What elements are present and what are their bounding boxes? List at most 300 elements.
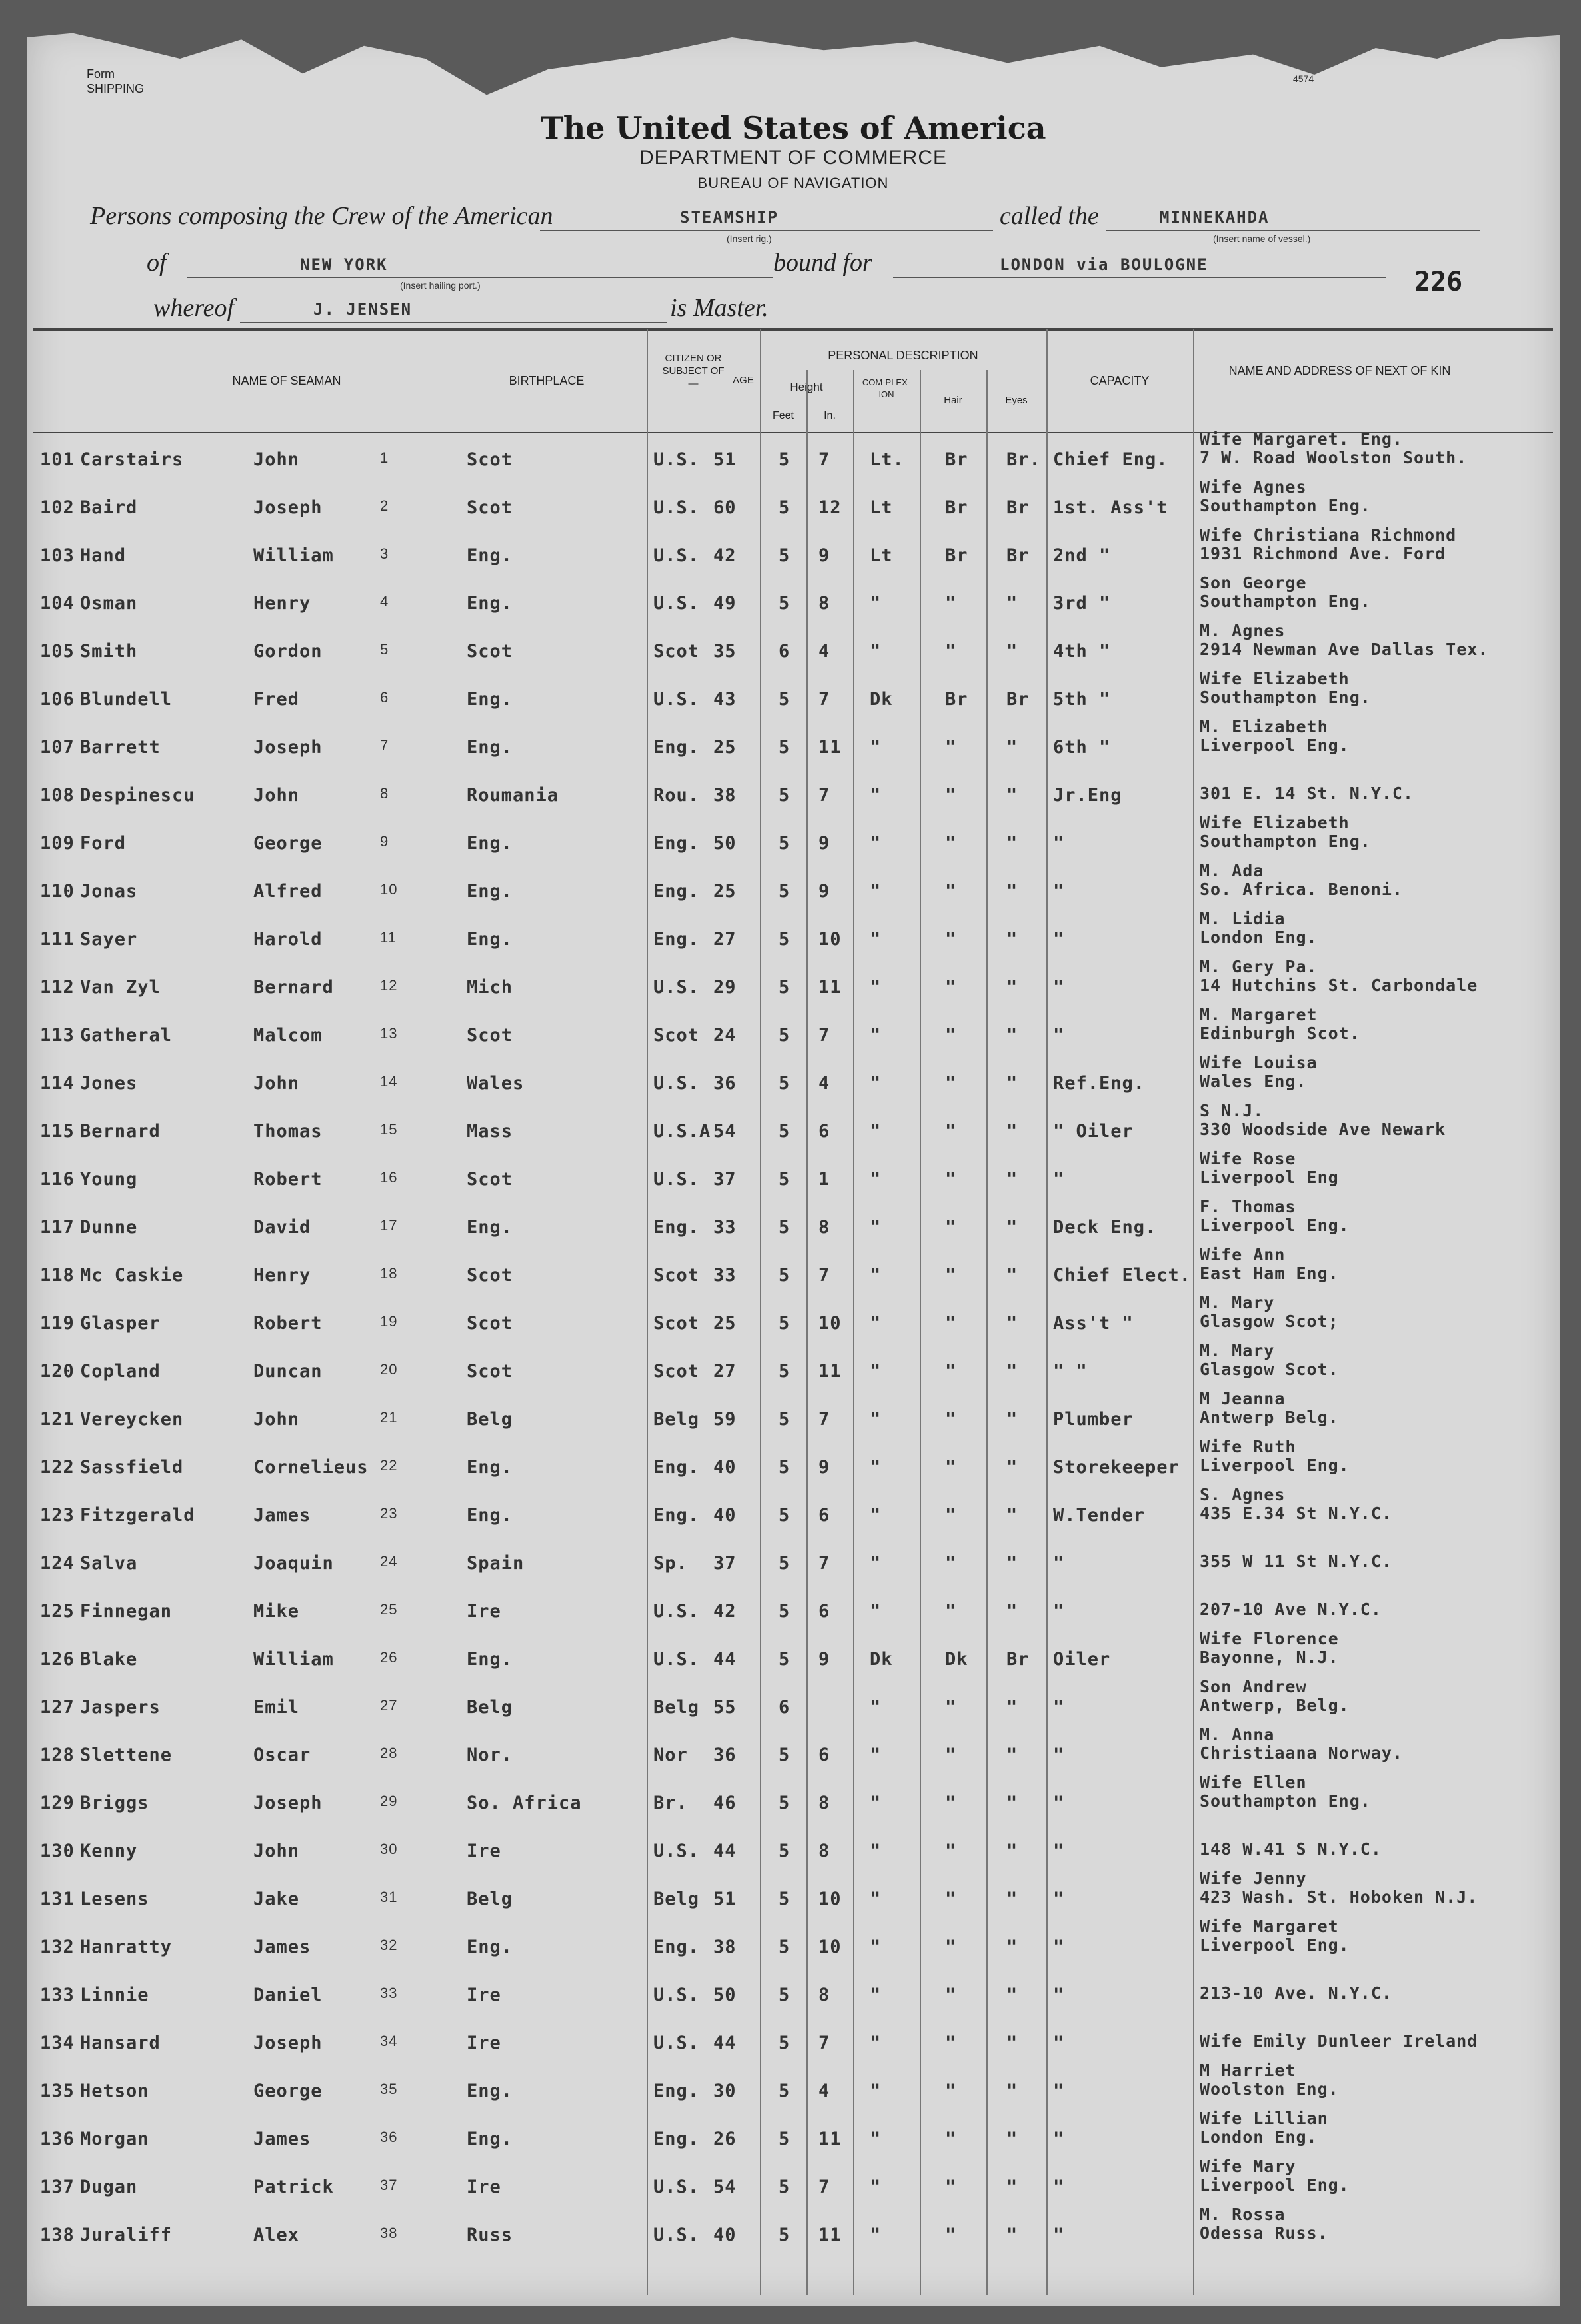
next-of-kin-address: 435 E.34 St N.Y.C. [1200,1504,1392,1523]
table-row [27,477,1560,531]
table-row [27,717,1560,770]
next-of-kin-name: M. Elizabeth [1200,717,1328,736]
capacity: " [1053,1985,1065,2005]
table-row [27,861,1560,914]
seaman-surname: Hetson [80,2081,149,2101]
seaman-surname: Salva [80,1553,138,1574]
hair-color: " [945,1265,957,1286]
vessel-value: MINNEKAHDA [1160,208,1270,227]
citizenship: Rou. [653,785,700,806]
hair-color: " [945,2177,957,2197]
row-index: 15 [380,1121,398,1138]
eye-color: " [1006,1553,1018,1574]
eye-color: " [1006,1457,1018,1478]
eye-color: " [1006,2081,1018,2101]
eye-color: " [1006,2225,1018,2245]
next-of-kin-address: Antwerp, Belg. [1200,1696,1350,1715]
age: 43 [713,689,737,710]
seaman-surname: Carstairs [80,449,184,470]
table-row [27,573,1560,626]
complexion: " [870,1361,882,1382]
next-of-kin-address: 148 W.41 S N.Y.C. [1200,1839,1382,1859]
age: 42 [713,545,737,566]
citizenship: U.S.A [653,1121,711,1142]
hair-color: " [945,1553,957,1574]
birthplace: Eng. [467,833,513,854]
hair-color: " [945,785,957,806]
seaman-surname: Fitzgerald [80,1505,195,1526]
age: 55 [713,1697,737,1718]
next-of-kin-name: M. Ada [1200,861,1264,880]
col-header-height: Height [790,381,823,393]
age: 36 [713,1073,737,1094]
hair-color: " [945,1073,957,1094]
seaman-surname: Ford [80,833,127,854]
age: 44 [713,1649,737,1670]
seaman-given-name: Fred [253,689,300,710]
complexion: " [870,1025,882,1046]
height-feet: 5 [779,929,790,950]
height-feet: 5 [779,1985,790,2005]
citizenship: U.S. [653,449,700,470]
next-of-kin-name: Wife Margaret [1200,1917,1339,1936]
next-of-kin-name: Wife Agnes [1200,477,1307,497]
seaman-number: 104 [40,593,75,614]
age: 27 [713,929,737,950]
next-of-kin-name: Wife Margaret. Eng. [1200,429,1403,449]
birthplace: Eng. [467,593,513,614]
capacity: " [1053,833,1065,854]
eye-color: " [1006,1697,1018,1718]
master-value: J. JENSEN [313,300,413,319]
citizenship: Sp. [653,1553,688,1574]
row-index: 12 [380,977,398,994]
seaman-given-name: Mike [253,1601,300,1622]
complexion: " [870,977,882,998]
height-feet: 5 [779,1025,790,1046]
row-index: 14 [380,1073,398,1090]
seaman-number: 133 [40,1985,75,2005]
row-index: 33 [380,1985,398,2001]
eye-color: " [1006,1841,1018,1861]
seaman-number: 109 [40,833,75,854]
eye-color: Br [1006,1649,1030,1670]
seaman-given-name: Duncan [253,1361,323,1382]
citizenship: U.S. [653,2177,700,2197]
birthplace: Scot [467,1313,513,1334]
citizenship: U.S. [653,977,700,998]
seaman-number: 103 [40,545,75,566]
height-inches: 7 [818,689,830,710]
seaman-number: 116 [40,1169,75,1190]
port-line [187,277,773,278]
rig-hint: (Insert rig.) [727,233,772,244]
citizenship: U.S. [653,1601,700,1622]
row-index: 32 [380,1937,398,1953]
hair-color: " [945,833,957,854]
row-index: 2 [380,497,389,514]
eye-color: Br [1006,545,1030,566]
height-feet: 5 [779,2129,790,2149]
master-label: is Master. [670,294,769,322]
height-feet: 5 [779,833,790,854]
birthplace: Ire [467,2177,501,2197]
hair-color: " [945,1457,957,1478]
hair-color: " [945,2081,957,2101]
capacity: " [1053,2129,1065,2149]
complexion: " [870,1169,882,1190]
next-of-kin-name: Wife Lillian [1200,2109,1328,2128]
complexion: " [870,1889,882,1909]
row-index: 3 [380,545,389,562]
col-header-next-of-kin: NAME AND ADDRESS OF NEXT OF KIN [1228,364,1451,377]
age: 30 [713,2081,737,2101]
height-inches: 10 [818,1313,842,1334]
next-of-kin-address: Woolston Eng. [1200,2079,1339,2099]
capacity: 5th " [1053,689,1111,710]
bureau-name: BUREAU OF NAVIGATION [697,175,889,191]
height-inches: 9 [818,1457,830,1478]
birthplace: Eng. [467,881,513,902]
complexion: " [870,1505,882,1526]
eye-color: " [1006,1217,1018,1238]
citizenship: Eng. [653,1937,700,1957]
next-of-kin-address: Liverpool Eng. [1200,1935,1350,1955]
row-index: 26 [380,1649,398,1666]
eye-color: " [1006,1745,1018,1765]
birthplace: Eng. [467,2129,513,2149]
eye-color: " [1006,785,1018,806]
capacity: Storekeeper [1053,1457,1180,1478]
seaman-given-name: Gordon [253,641,323,662]
eye-color: " [1006,1889,1018,1909]
citizenship: U.S. [653,1649,700,1670]
seaman-number: 129 [40,1793,75,1813]
seaman-number: 136 [40,2129,75,2149]
height-feet: 5 [779,1505,790,1526]
capacity: Oiler [1053,1649,1111,1670]
age: 49 [713,593,737,614]
citizenship: Eng. [653,881,700,902]
hair-color: " [945,1697,957,1718]
row-index: 4 [380,593,389,610]
seaman-surname: Hanratty [80,1937,173,1957]
age: 33 [713,1217,737,1238]
height-feet: 5 [779,881,790,902]
seaman-surname: Despinescu [80,785,195,806]
next-of-kin-address: Wales Eng. [1200,1072,1307,1091]
height-inches: 8 [818,1985,830,2005]
seaman-given-name: John [253,1841,300,1861]
col-header-citizen: CITIZEN OR SUBJECT OF— [662,353,725,389]
row-index: 5 [380,641,389,658]
seaman-surname: Sassfield [80,1457,184,1478]
citizenship: Scot [653,1361,700,1382]
eye-color: " [1006,1025,1018,1046]
citizenship: U.S. [653,1841,700,1861]
capacity: 2nd " [1053,545,1111,566]
capacity: " [1053,1745,1065,1765]
next-of-kin-name: M. Margaret [1200,1005,1318,1024]
complexion: " [870,2129,882,2149]
table-row [27,1629,1560,1682]
hair-color: " [945,641,957,662]
citizenship: Eng. [653,2129,700,2149]
age: 46 [713,1793,737,1813]
eye-color: " [1006,881,1018,902]
form-number: 4574 [1293,73,1314,84]
table-row [27,1101,1560,1154]
seaman-surname: Jones [80,1073,138,1094]
citizenship: Eng. [653,1505,700,1526]
height-feet: 5 [779,1457,790,1478]
height-inches: 4 [818,641,830,662]
table-row [27,525,1560,579]
seaman-number: 106 [40,689,75,710]
table-row [27,429,1560,483]
hair-color: " [945,2129,957,2149]
next-of-kin-name: Wife Ellen [1200,1773,1307,1792]
hair-color: " [945,1793,957,1813]
birthplace: Eng. [467,2081,513,2101]
seaman-given-name: Harold [253,929,323,950]
complexion: " [870,1793,882,1813]
next-of-kin-name: S N.J. [1200,1101,1264,1120]
citizenship: Eng. [653,737,700,758]
seaman-surname: Baird [80,497,138,518]
of-label: of [147,249,167,277]
hair-color: " [945,929,957,950]
complexion: " [870,1985,882,2005]
seaman-given-name: John [253,1409,300,1430]
table-row [27,1485,1560,1538]
height-feet: 5 [779,1217,790,1238]
next-of-kin-address: 423 Wash. St. Hoboken N.J. [1200,1887,1478,1907]
hair-color: " [945,1601,957,1622]
age: 37 [713,1553,737,1574]
next-of-kin-address: Liverpool Eng. [1200,1216,1350,1235]
height-feet: 5 [779,2225,790,2245]
seaman-surname: Linnie [80,1985,149,2005]
height-feet: 5 [779,1121,790,1142]
next-of-kin-address: Liverpool Eng. [1200,736,1350,755]
seaman-number: 110 [40,881,75,902]
seaman-number: 108 [40,785,75,806]
row-index: 30 [380,1841,398,1857]
seaman-number: 131 [40,1889,75,1909]
complexion: " [870,1553,882,1574]
next-of-kin-name: M. Rossa [1200,2205,1286,2224]
birthplace: Scot [467,497,513,518]
next-of-kin-name: M. Mary [1200,1293,1275,1312]
next-of-kin-address: 207-10 Ave N.Y.C. [1200,1600,1382,1619]
height-inches: 10 [818,1937,842,1957]
seaman-given-name: Joaquin [253,1553,334,1574]
seaman-number: 128 [40,1745,75,1765]
citizenship: Eng. [653,2081,700,2101]
complexion: " [870,1409,882,1430]
birthplace: Russ [467,2225,513,2245]
seaman-given-name: William [253,1649,334,1670]
col-header-complexion: COM-PLEX-ION [862,377,911,399]
eye-color: " [1006,1265,1018,1286]
next-of-kin-address: 2914 Newman Ave Dallas Tex. [1200,640,1489,659]
height-inches: 11 [818,1361,842,1382]
complexion: " [870,2033,882,2053]
table-row [27,621,1560,674]
complexion: Lt [870,545,893,566]
complexion: " [870,1697,882,1718]
next-of-kin-address: 330 Woodside Ave Newark [1200,1120,1446,1139]
next-of-kin-address: Bayonne, N.J. [1200,1648,1339,1667]
age: 40 [713,1505,737,1526]
hair-color: " [945,1169,957,1190]
eye-color: " [1006,1601,1018,1622]
seaman-surname: Kenny [80,1841,138,1861]
seaman-given-name: Emil [253,1697,300,1718]
birthplace: Mass [467,1121,513,1142]
dest-value: LONDON via BOULOGNE [1000,255,1208,274]
capacity: " [1053,1553,1065,1574]
height-inches: 7 [818,1265,830,1286]
page-number: 226 [1414,267,1463,297]
complexion: Lt [870,497,893,518]
capacity: " [1053,881,1065,902]
eye-color: " [1006,641,1018,662]
vessel-hint: (Insert name of vessel.) [1213,233,1311,244]
citizenship: Scot [653,1265,700,1286]
complexion: " [870,929,882,950]
hair-color: " [945,1841,957,1861]
hair-color: " [945,1505,957,1526]
citizenship: U.S. [653,2225,700,2245]
hair-color: Dk [945,1649,968,1670]
capacity: 1st. Ass't [1053,497,1168,518]
eye-color: " [1006,977,1018,998]
complexion: Lt. [870,449,904,470]
next-of-kin-name: Wife Florence [1200,1629,1339,1648]
hair-color: " [945,1409,957,1430]
age: 51 [713,1889,737,1909]
table-row [27,1677,1560,1730]
seaman-given-name: John [253,449,300,470]
seaman-surname: Hansard [80,2033,161,2053]
table-row [27,1586,1560,1634]
next-of-kin-name: Wife Louisa [1200,1053,1318,1072]
capacity: " [1053,929,1065,950]
hair-color: " [945,1889,957,1909]
height-feet: 5 [779,2081,790,2101]
eye-color: " [1006,737,1018,758]
table-row [27,669,1560,722]
age: 36 [713,1745,737,1765]
citizenship: U.S. [653,593,700,614]
row-index: 37 [380,2177,398,2193]
hair-color: " [945,1313,957,1334]
seaman-surname: Dunne [80,1217,138,1238]
birthplace: Ire [467,1985,501,2005]
citizenship: Eng. [653,833,700,854]
capacity: " [1053,1169,1065,1190]
called-label: called the [1000,202,1099,230]
next-of-kin-name: Wife Jenny [1200,1869,1307,1888]
crew-list-sheet [27,27,1560,2306]
table-row [27,1869,1560,1922]
age: 33 [713,1265,737,1286]
col-header-hair: Hair [944,395,962,406]
row-index: 16 [380,1169,398,1186]
next-of-kin-name: Son Andrew [1200,1677,1307,1696]
height-inches: 10 [818,929,842,950]
seaman-given-name: Malcom [253,1025,323,1046]
complexion: " [870,593,882,614]
seaman-surname: Blundell [80,689,173,710]
citizenship: U.S. [653,545,700,566]
height-inches: 4 [818,2081,830,2101]
seaman-number: 102 [40,497,75,518]
seaman-number: 112 [40,977,75,998]
citizenship: Eng. [653,929,700,950]
complexion: " [870,1745,882,1765]
height-feet: 5 [779,1361,790,1382]
hair-color: Br [945,545,968,566]
table-row [27,1245,1560,1298]
height-inches: 12 [818,497,842,518]
height-inches: 7 [818,785,830,806]
next-of-kin-address: Antwerp Belg. [1200,1408,1339,1427]
complexion: " [870,1265,882,1286]
row-index: 20 [380,1361,398,1378]
complexion: Dk [870,1649,893,1670]
table-row [27,2205,1560,2258]
complexion: " [870,2225,882,2245]
height-inches: 9 [818,881,830,902]
dest-line [893,277,1386,278]
seaman-surname: Jonas [80,881,138,902]
seaman-surname: Gatheral [80,1025,173,1046]
height-inches: 6 [818,1505,830,1526]
seaman-given-name: Joseph [253,737,323,758]
next-of-kin-address: Christiaana Norway. [1200,1743,1403,1763]
eye-color: " [1006,1793,1018,1813]
birthplace: Ire [467,2033,501,2053]
seaman-number: 126 [40,1649,75,1670]
row-index: 8 [380,785,389,802]
height-feet: 5 [779,545,790,566]
row-index: 23 [380,1505,398,1522]
height-feet: 5 [779,1409,790,1430]
seaman-surname: Van Zyl [80,977,161,998]
birthplace: Scot [467,641,513,662]
age: 51 [713,449,737,470]
height-feet: 5 [779,1553,790,1574]
col-header-inches: In. [824,410,836,421]
citizenship: Eng. [653,1457,700,1478]
complexion: " [870,1841,882,1861]
next-of-kin-name: M. Gery Pa. [1200,957,1318,976]
seaman-number: 130 [40,1841,75,1861]
height-feet: 6 [779,1697,790,1718]
complexion: " [870,1601,882,1622]
capacity: 3rd " [1053,593,1111,614]
height-feet: 5 [779,1265,790,1286]
next-of-kin-address: London Eng. [1200,928,1318,947]
seaman-given-name: Henry [253,1265,311,1286]
row-index: 25 [380,1601,398,1618]
citizenship: U.S. [653,689,700,710]
complexion: " [870,1457,882,1478]
seaman-given-name: Joseph [253,2033,323,2053]
